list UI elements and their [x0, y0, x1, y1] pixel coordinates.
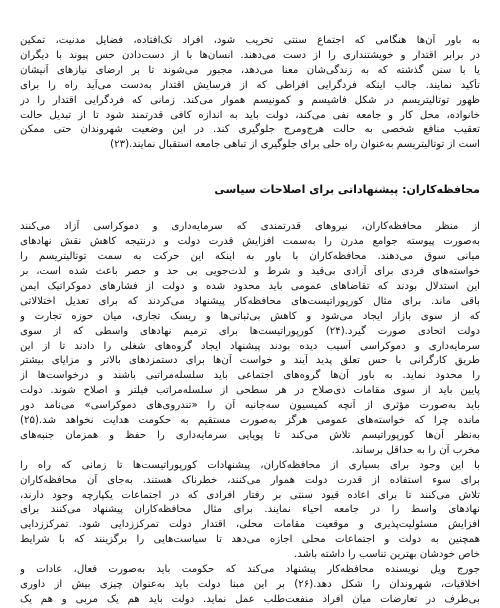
text-line: تأکید نمایند. جالب اینکه فردگرایی افراطی که از فرسایش اقتدار به‌دست می‌آید راه را برای	[20, 79, 480, 91]
text-line: این استدلال بودند که تقاضاهای عمومی باید محدود شده و دولت از فشارهای دموکراتیک ایمن	[20, 280, 480, 292]
text-line: که از سوی بازار ایجاد می‌شود و کاهش بی‌ثباتی‌ها و ریسک تجاری، میان حوزه تجارت و	[20, 310, 480, 322]
section-heading: محافظه‌کاران: پیشنهاداتی برای اصلاحات سیاسی	[214, 183, 480, 197]
text-line: خاص خودشان بهترین تناسب را داشته باشد.	[294, 549, 480, 561]
text-line: میانی سوق می‌دهند. محافظه‌کاران با باور به اینکه این حرکت به سمت توتالیتریسم را	[20, 251, 480, 263]
text-line: تعقیب منافع شخصی به حالت هرج‌ومرج جلوگیری کند. در این وضعیت شهروندان حتی ممکن	[20, 124, 480, 136]
text-line: پایین باید از سوی مقامات ذی‌صلاح در هر سطحی از سلسله‌مراتب فیلتر و اصلاح شوند. دولت	[20, 385, 480, 397]
text-line: با این وجود برای بسیاری از محافظه‌کاران، پیشنهادات کورپوراتیست‌ها تا زمانی که راه را	[20, 459, 480, 471]
text-line: باید به‌صورت مؤثری از آنچه کمیسیون سه‌جانبه آن را «تندروی‌های دموکراسی» می‌نامد دور	[20, 400, 480, 412]
text-line: بی‌طرف در تعارضات میان افراد منفعت‌طلب عمل نماید. دولت باید هم یک مربی و هم یک	[20, 593, 480, 605]
text-line: همچنین به دولت و اجتماعات محلی اجازه می‌دهد تا سیاست‌هایی را برگزینند که با شرایط	[20, 534, 480, 546]
text-line: خواسته‌های فردی برای آزادی بی‌قید و شرط و لذت‌جویی بی حد و حصر باعث شده است، بر	[20, 265, 480, 277]
text-line: طریق کارگرانی با حس تعلق پدید آیند و خواست آن‌ها برای دستمزدهای بالاتر و مزایای بیشتر	[20, 355, 480, 367]
text-line: مخرب آن را به حداقل برساند.	[351, 444, 480, 456]
text-line: تلاش می‌کنند تا برای اعاده قیود سنتی بر رفتار افرادی که در اجتماعات یکپارچه وجود دارند،	[20, 489, 480, 501]
text-line: به‌نظر آن‌ها کورپوراتیسم تلاش می‌کند تا پویایی سرمایه‌داری را حفظ و همزمان جنبه‌های	[20, 429, 480, 441]
text-line: مانده چرا که خواسته‌های عمومی هرگز به‌صورت مستقیم به حکومت هدایت نخواهد شد.(۲۵)	[20, 415, 480, 427]
text-line: ظهور توتالیتریسم در شکل فاشیسم و کمونیسم هموار می‌کند. زمانی که فردگرایی اقتدار را در	[20, 94, 480, 106]
text-line: است از توتالیتریسم به‌عنوان راه حلی برای جلوگیری از تباهی جامعه استقبال نمایند.(۲۳)	[110, 139, 480, 151]
text-line: در برابر اقتدار و خویشتنداری را از دست می‌دهند. انسان‌ها با از دست‌دادن حس پیوند با دیگران	[20, 49, 480, 61]
text-line: اخلاقیات، شهروندان را شکل دهد.(۲۶) بر این مبنا دولت باید به‌عنوان چیزی بیش از داوری	[20, 579, 480, 590]
text-line: دولت اتحادی صورت گیرد.(۲۴) کورپوراتیست‌ها برای ترمیم نهادهای واسطی که از سوی	[20, 325, 480, 337]
text-line: به باور آن‌ها هنگامی که اجتماع سنتی تخریب شود، افراد تک‌افتاده، فضایل مدنیت، تمکین	[20, 35, 480, 46]
text-line: سرمایه‌داری و دموکراسی آسیب دیده بودند پیشنهاد ایجاد گروه‌های شغلی را دادند تا از این	[20, 340, 480, 352]
paragraph-body	[20, 220, 480, 608]
text-line: یا با سنن گذشته که به زندگی‌شان معنا می‌دهد، مجبور می‌شوند تا بر ارضای نیازهای آنیشان	[20, 64, 480, 76]
text-line: از منظر محافظه‌کاران، نیروهای قدرتمندی که سرمایه‌داری و دموکراسی آزاد می‌کنند	[20, 221, 480, 233]
text-line: نهادهای واسط را در جامعه احیاء نمایند. برای مثال محافظه‌کاران پیشنهاد می‌کنند برای	[20, 504, 480, 516]
text-line: برای سوء استفاده از قدرت دولت هموار می‌کنند، خطرناک هستند. به‌جای آن محافظه‌کاران	[20, 474, 480, 486]
text-line: جورج ویل نویسنده محافظه‌کار پیشنهاد می‌کند که حکومت باید به‌صورت فعال، عادات و	[20, 564, 480, 576]
text-line: خانواده، محل کار و جامعه نفی می‌کند، دولت باید به اندازه کافی قدرتمند شود تا از تبدیل حالت	[20, 109, 480, 121]
text-line: به‌صورت پیوسته جوامع مدرن را به‌سمت افزایش قدرت دولت و درنتیجه کاهش نقش نهادهای	[20, 236, 480, 248]
text-line: باقی ماند. برای مثال کورپوراتیست‌های محافظه‌کار پیشنهاد می‌کردند که برای تعدیل اختلالاتی	[20, 295, 480, 307]
text-line: افزایش مسئولیت‌پذیری و موقعیت مقامات محلی، اقتدار دولت تمرکززدایی شود. تمرکززدایی	[20, 519, 480, 531]
text-line: را محدود نماید. به باور آن‌ها گروه‌های اجتماعی باید سلسله‌مراتبی باشند و درخواست‌ها از	[20, 370, 480, 382]
paragraph-intro	[20, 34, 480, 153]
